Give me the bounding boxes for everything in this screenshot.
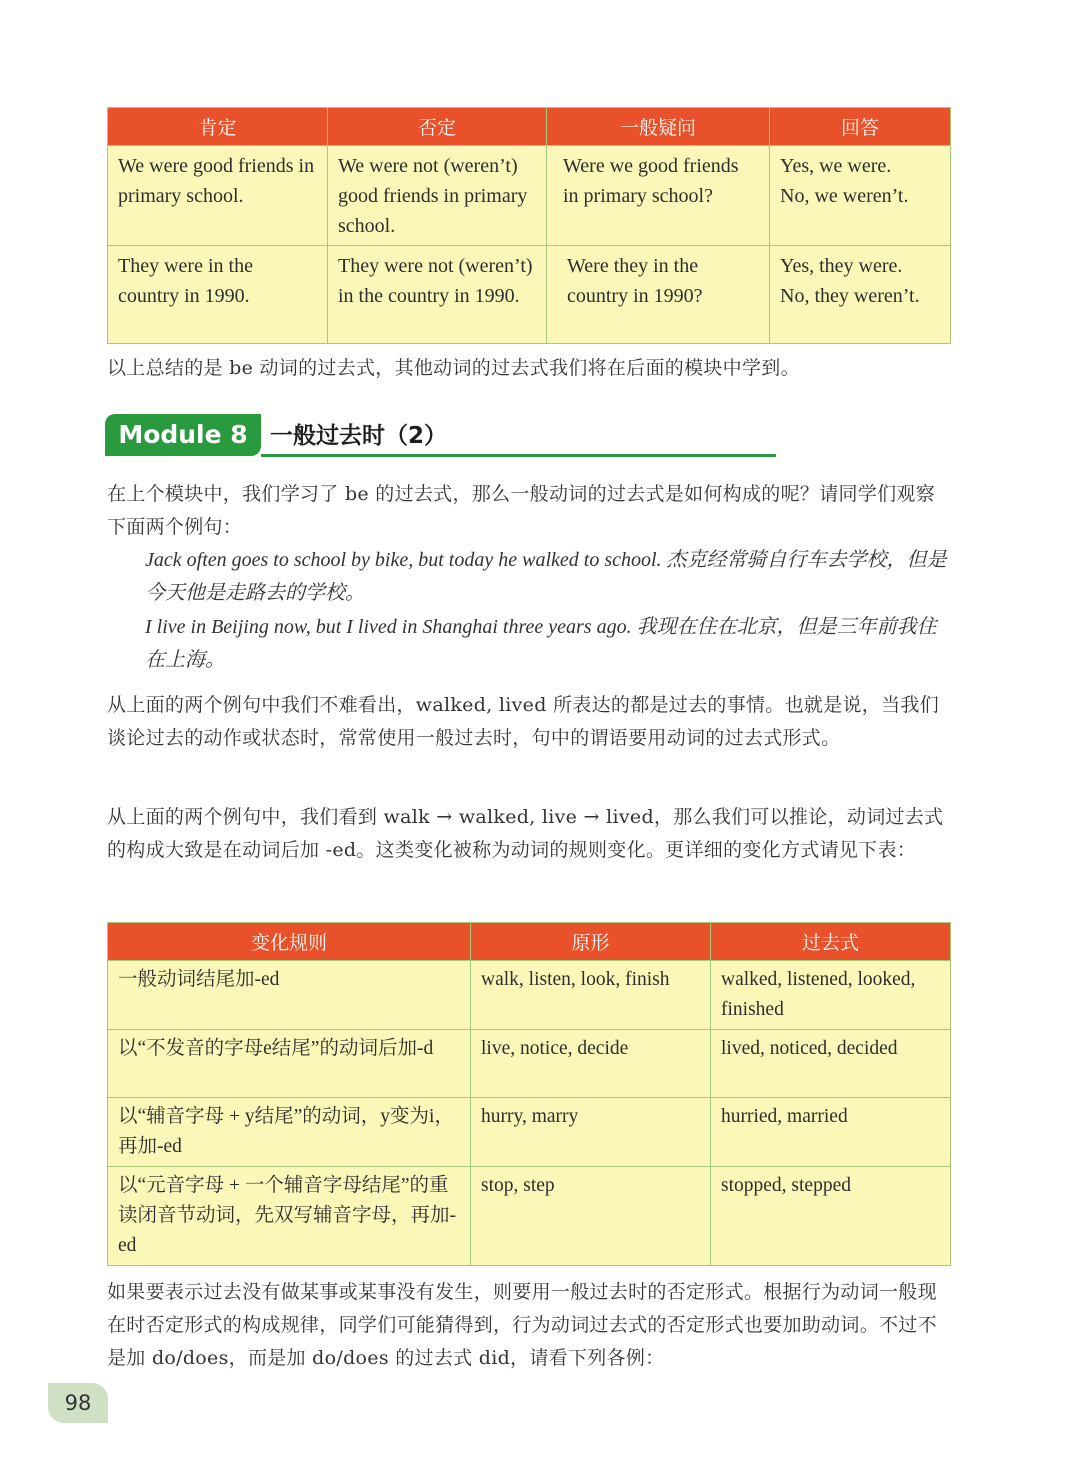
- table-cell: Were we good friends in primary school?: [547, 146, 770, 246]
- table-cell: live, notice, decide: [471, 1030, 711, 1098]
- module-underline: [261, 454, 776, 457]
- header-base-form: 原形: [471, 923, 711, 961]
- table-cell: They were not (weren’t) in the country in 1990.: [328, 246, 547, 344]
- table-cell: Were they in the country in 1990?: [547, 246, 770, 344]
- explanation-paragraph: 从上面的两个例句中我们不难看出，walked, lived 所表达的都是过去的事情。也就是说，当我们谈论过去的动作或状态时，常常使用一般过去时，句中的谓语要用动词的过去式形式。: [107, 694, 940, 749]
- table-row: [108, 1098, 951, 1167]
- module-badge: Module 8: [105, 414, 261, 456]
- table-cell: hurried, married: [711, 1098, 951, 1167]
- intro-paragraph: 在上个模块中，我们学习了 be 的过去式，那么一般动词的过去式是如何构成的呢？请同学们观察下面两个例句：: [107, 483, 935, 538]
- table-cell: stopped, stepped: [711, 1167, 951, 1266]
- header-question: 一般疑问: [547, 108, 770, 146]
- table-row: [108, 1030, 951, 1098]
- table-row: [108, 961, 951, 1030]
- summary-note: 以上总结的是 be 动词的过去式，其他动词的过去式我们将在后面的模块中学到。: [107, 357, 800, 379]
- table-cell: 以“辅音字母 + y结尾”的动词，y变为i，再加-ed: [108, 1098, 471, 1167]
- module-title: 一般过去时（2）: [270, 423, 448, 449]
- table-cell: lived, noticed, decided: [711, 1030, 951, 1098]
- header-affirmative: 肯定: [108, 108, 328, 146]
- table-cell: stop, step: [471, 1167, 711, 1266]
- table-cell: 以“不发音的字母e结尾”的动词后加-d: [108, 1030, 471, 1098]
- header-negative: 否定: [328, 108, 547, 146]
- be-past-tense-table: [107, 107, 951, 344]
- table-cell: walked, listened, looked, finished: [711, 961, 951, 1030]
- table-header-row: [108, 923, 951, 961]
- table-header-row: [108, 108, 951, 146]
- table-cell: walk, listen, look, finish: [471, 961, 711, 1030]
- table-row: [108, 246, 951, 344]
- table-cell: Yes, they were. No, they weren’t.: [770, 246, 951, 344]
- table-row: [108, 146, 951, 246]
- table-cell: 一般动词结尾加-ed: [108, 961, 471, 1030]
- table-row: [108, 1167, 951, 1266]
- table-cell: 以“元音字母 + 一个辅音字母结尾”的重读闭音节动词，先双写辅音字母，再加-ed: [108, 1167, 471, 1266]
- table-cell: hurry, marry: [471, 1098, 711, 1167]
- module-header: [105, 414, 675, 456]
- regular-verb-rules-table: [107, 922, 951, 1266]
- table-cell: We were good friends in primary school.: [108, 146, 328, 246]
- page-number: 98: [48, 1383, 108, 1423]
- header-past-form: 过去式: [711, 923, 951, 961]
- table-cell: They were in the country in 1990.: [108, 246, 328, 344]
- table-cell: Yes, we were. No, we weren’t.: [770, 146, 951, 246]
- example-sentence: Jack often goes to school by bike, but today he walked to school. 杰克经常骑自行车去学校，但是今天他是走路去的学校。: [145, 549, 947, 604]
- table-cell: We were not (weren’t) good friends in primary school.: [328, 146, 547, 246]
- header-answer: 回答: [770, 108, 951, 146]
- example-sentence: I live in Beijing now, but I lived in Shanghai three years ago. 我现在住在北京，但是三年前我住在上海。: [145, 616, 937, 671]
- header-rule: 变化规则: [108, 923, 471, 961]
- rule-paragraph: 从上面的两个例句中，我们看到 walk → walked, live → lived，那么我们可以推论，动词过去式的构成大致是在动词后加 -ed。这类变化被称为动词的规则变化。更详细的变化方式请见下表：: [107, 806, 944, 861]
- negative-form-paragraph: 如果要表示过去没有做某事或某事没有发生，则要用一般过去时的否定形式。根据行为动词一般现在时否定形式的构成规律，同学们可能猜得到，行为动词过去式的否定形式也要加助动词。不过不是加 do/does，而是加 do/does 的过去式 did，请看下列各例：: [107, 1281, 937, 1369]
